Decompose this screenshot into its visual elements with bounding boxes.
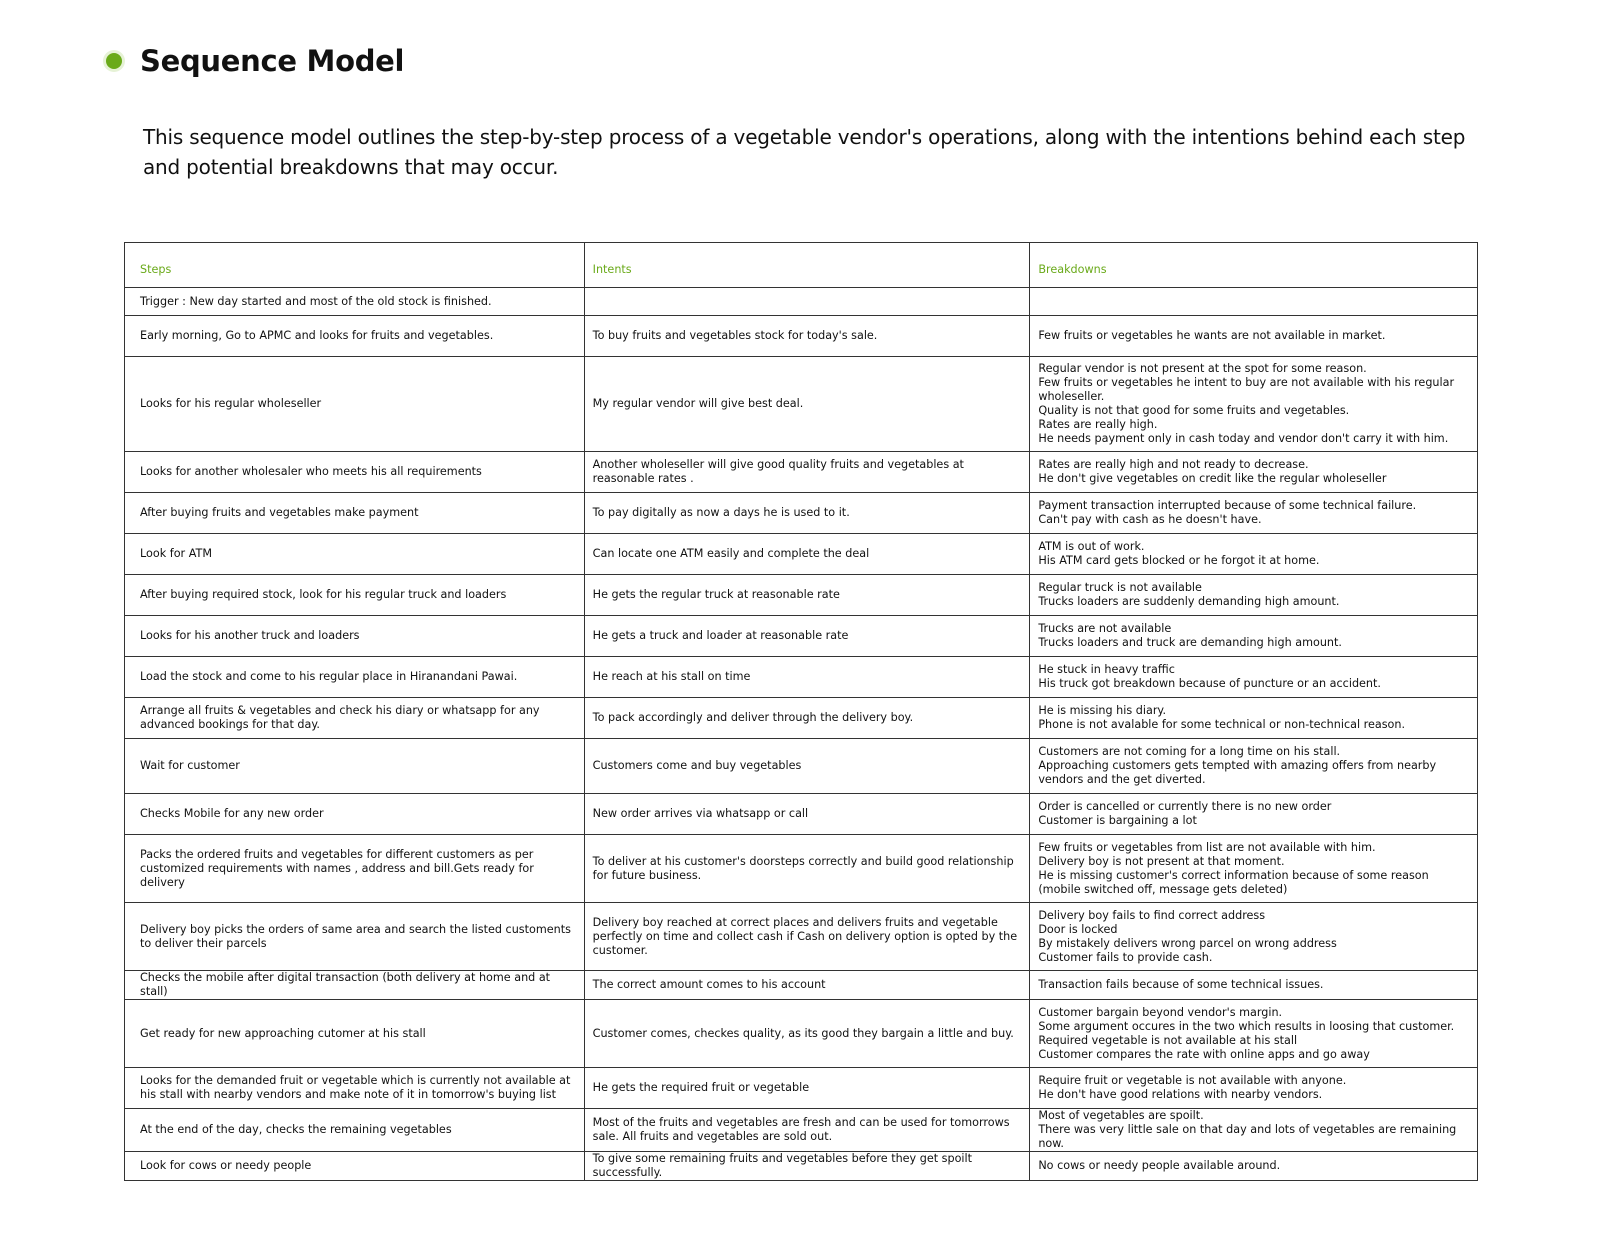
sequence-table bbox=[124, 242, 1478, 1181]
step-cell: Checks Mobile for any new order bbox=[125, 794, 585, 835]
breakdown-item: No cows or needy people available around. bbox=[1038, 1159, 1281, 1172]
breakdowns-cell bbox=[1030, 698, 1478, 739]
step-cell: Packs the ordered fruits and vegetables for different customers as per customized requirements with names , address and bill.Gets ready for delivery bbox=[125, 835, 585, 903]
step-cell: Checks the mobile after digital transaction (both delivery at home and at stall) bbox=[125, 971, 585, 1000]
breakdown-item: Few fruits or vegetables he intent to buy are not available with his regular wholeseller. bbox=[1038, 376, 1455, 403]
step-cell: Arrange all fruits & vegetables and check his diary or whatsapp for any advanced bookings for that day. bbox=[125, 698, 585, 739]
intent-cell: My regular vendor will give best deal. bbox=[584, 357, 1030, 452]
intent-cell: To pay digitally as now a days he is used to it. bbox=[584, 493, 1030, 534]
table-row bbox=[125, 1109, 1478, 1152]
breakdown-item: He is missing his diary. bbox=[1038, 704, 1167, 717]
step-cell: Look for cows or needy people bbox=[125, 1152, 585, 1181]
breakdown-item: He needs payment only in cash today and vendor don't carry it with him. bbox=[1038, 432, 1449, 445]
table-row bbox=[125, 739, 1478, 794]
breakdown-item: Some argument occures in the two which results in loosing that customer. bbox=[1038, 1019, 1455, 1033]
breakdown-item: His ATM card gets blocked or he forgot it at home. bbox=[1038, 554, 1320, 567]
intent-cell: Can locate one ATM easily and complete the deal bbox=[584, 534, 1030, 575]
step-cell: After buying fruits and vegetables make payment bbox=[125, 493, 585, 534]
breakdown-item: Rates are really high. bbox=[1038, 418, 1158, 431]
breakdown-item: Customer bargain beyond vendor's margin. bbox=[1038, 1005, 1283, 1019]
breakdown-item: Transaction fails because of some technical issues. bbox=[1038, 978, 1324, 991]
breakdown-item: Require fruit or vegetable is not available with anyone. bbox=[1038, 1074, 1347, 1087]
intent-cell: Most of the fruits and vegetables are fresh and can be used for tomorrows sale. All fruits and vegetables are sold out. bbox=[584, 1109, 1030, 1152]
breakdowns-cell bbox=[1030, 1152, 1478, 1181]
breakdown-item: Customers are not coming for a long time on his stall. bbox=[1038, 745, 1341, 758]
step-cell: Look for ATM bbox=[125, 534, 585, 575]
breakdown-item: Regular truck is not available bbox=[1038, 581, 1202, 594]
intent-cell: To give some remaining fruits and vegetables before they get spoilt successfully. bbox=[584, 1152, 1030, 1181]
step-cell: At the end of the day, checks the remaining vegetables bbox=[125, 1109, 585, 1152]
breakdowns-cell bbox=[1030, 835, 1478, 903]
intent-cell: To deliver at his customer's doorsteps correctly and build good relationship for future business. bbox=[584, 835, 1030, 903]
intent-cell: Customers come and buy vegetables bbox=[584, 739, 1030, 794]
breakdown-item: Trucks loaders are suddenly demanding high amount. bbox=[1038, 595, 1340, 608]
breakdown-item: Rates are really high and not ready to decrease. bbox=[1038, 458, 1309, 471]
step-cell: Trigger : New day started and most of the old stock is finished. bbox=[125, 288, 585, 316]
table-row bbox=[125, 1152, 1478, 1181]
step-cell: Delivery boy picks the orders of same area and search the listed customents to deliver their parcels bbox=[125, 903, 585, 971]
breakdowns-cell bbox=[1030, 1109, 1478, 1152]
breakdown-item: Delivery boy is not present at that moment. bbox=[1038, 854, 1285, 868]
table-row bbox=[125, 698, 1478, 739]
page-header bbox=[106, 44, 404, 78]
breakdown-item: He is missing customer's correct information because of some reason (mobile switched off, message gets deleted) bbox=[1038, 868, 1429, 896]
breakdowns-cell bbox=[1030, 1068, 1478, 1109]
intent-cell bbox=[584, 288, 1030, 316]
breakdown-item: Door is locked bbox=[1038, 922, 1118, 936]
breakdowns-cell bbox=[1030, 452, 1478, 493]
table-row bbox=[125, 575, 1478, 616]
breakdowns-cell bbox=[1030, 493, 1478, 534]
intent-cell: Another wholeseller will give good quality fruits and vegetables at reasonable rates . bbox=[584, 452, 1030, 493]
intent-cell: New order arrives via whatsapp or call bbox=[584, 794, 1030, 835]
header-breakdowns: Breakdowns bbox=[1030, 243, 1478, 288]
breakdowns-cell bbox=[1030, 903, 1478, 971]
breakdowns-cell bbox=[1030, 616, 1478, 657]
intent-cell: He gets a truck and loader at reasonable rate bbox=[584, 616, 1030, 657]
breakdown-item: Can't pay with cash as he doesn't have. bbox=[1038, 513, 1262, 526]
breakdown-item: By mistakely delivers wrong parcel on wrong address bbox=[1038, 936, 1337, 950]
step-cell: Load the stock and come to his regular place in Hiranandani Pawai. bbox=[125, 657, 585, 698]
table-row bbox=[125, 316, 1478, 357]
breakdown-item: Required vegetable is not available at his stall bbox=[1038, 1033, 1298, 1047]
intent-cell: Delivery boy reached at correct places and delivers fruits and vegetable perfectly on time and collect cash if Cash on delivery option is opted by the customer. bbox=[584, 903, 1030, 971]
table-row bbox=[125, 288, 1478, 316]
breakdown-item: His truck got breakdown because of puncture or an accident. bbox=[1038, 677, 1381, 690]
breakdown-item: Approaching customers gets tempted with amazing offers from nearby vendors and the get diverted. bbox=[1038, 759, 1437, 786]
table-row bbox=[125, 971, 1478, 1000]
step-cell: Wait for customer bbox=[125, 739, 585, 794]
header-intents: Intents bbox=[584, 243, 1030, 288]
step-cell: Looks for his another truck and loaders bbox=[125, 616, 585, 657]
table-row bbox=[125, 493, 1478, 534]
table-header-row bbox=[125, 243, 1478, 288]
table-row bbox=[125, 616, 1478, 657]
bullet-dot-icon bbox=[106, 53, 122, 69]
breakdown-item: He don't have good relations with nearby vendors. bbox=[1038, 1088, 1323, 1101]
table-body bbox=[125, 288, 1478, 1181]
step-cell: Looks for his regular wholeseller bbox=[125, 357, 585, 452]
breakdown-item: Trucks loaders and truck are demanding high amount. bbox=[1038, 636, 1342, 649]
breakdown-item: Trucks are not available bbox=[1038, 622, 1172, 635]
page-description: This sequence model outlines the step-by-step process of a vegetable vendor's operations, along with the intentions behind each step and potential breakdowns that may occur. bbox=[143, 125, 1466, 179]
intent-cell: He gets the required fruit or vegetable bbox=[584, 1068, 1030, 1109]
table-row bbox=[125, 657, 1478, 698]
breakdown-item: Few fruits or vegetables from list are not available with him. bbox=[1038, 840, 1376, 854]
breakdowns-cell bbox=[1030, 357, 1478, 452]
table-row bbox=[125, 452, 1478, 493]
breakdown-item: Most of vegetables are spoilt. bbox=[1038, 1109, 1204, 1122]
breakdown-item: Order is cancelled or currently there is no new order bbox=[1038, 800, 1332, 813]
table-row bbox=[125, 1000, 1478, 1068]
breakdown-item: Payment transaction interrupted because of some technical failure. bbox=[1038, 499, 1417, 512]
intent-cell: The correct amount comes to his account bbox=[584, 971, 1030, 1000]
breakdown-item: He don't give vegetables on credit like the regular wholeseller bbox=[1038, 472, 1387, 485]
intent-cell: To pack accordingly and deliver through the delivery boy. bbox=[584, 698, 1030, 739]
breakdowns-cell bbox=[1030, 316, 1478, 357]
step-cell: After buying required stock, look for his regular truck and loaders bbox=[125, 575, 585, 616]
breakdown-item: Customer is bargaining a lot bbox=[1038, 814, 1197, 827]
breakdown-item: There was very little sale on that day and lots of vegetables are remaining now. bbox=[1038, 1123, 1457, 1150]
breakdown-item: Quality is not that good for some fruits and vegetables. bbox=[1038, 404, 1350, 417]
breakdowns-cell bbox=[1030, 575, 1478, 616]
breakdowns-cell bbox=[1030, 1000, 1478, 1068]
breakdown-item: Regular vendor is not present at the spot for some reason. bbox=[1038, 362, 1367, 375]
intent-cell: Customer comes, checkes quality, as its good they bargain a little and buy. bbox=[584, 1000, 1030, 1068]
breakdowns-cell bbox=[1030, 971, 1478, 1000]
table-row bbox=[125, 903, 1478, 971]
table-row bbox=[125, 357, 1478, 452]
breakdown-item: Phone is not avalable for some technical or non-technical reason. bbox=[1038, 718, 1406, 731]
table-row bbox=[125, 1068, 1478, 1109]
breakdown-item: Delivery boy fails to find correct address bbox=[1038, 908, 1266, 922]
breakdown-item: He stuck in heavy traffic bbox=[1038, 663, 1175, 676]
breakdowns-cell bbox=[1030, 534, 1478, 575]
intent-cell: He reach at his stall on time bbox=[584, 657, 1030, 698]
intent-cell: To buy fruits and vegetables stock for today's sale. bbox=[584, 316, 1030, 357]
table-row bbox=[125, 534, 1478, 575]
breakdowns-cell bbox=[1030, 657, 1478, 698]
breakdowns-cell bbox=[1030, 288, 1478, 316]
table-row bbox=[125, 835, 1478, 903]
step-cell: Looks for another wholesaler who meets his all requirements bbox=[125, 452, 585, 493]
table-row bbox=[125, 794, 1478, 835]
breakdowns-cell bbox=[1030, 794, 1478, 835]
page-title: Sequence Model bbox=[140, 44, 405, 78]
step-cell: Looks for the demanded fruit or vegetable which is currently not available at his stall with nearby vendors and make note of it in tomorrow's buying list bbox=[125, 1068, 585, 1109]
header-steps: Steps bbox=[125, 243, 585, 288]
breakdown-item: Few fruits or vegetables he wants are not available in market. bbox=[1038, 329, 1386, 342]
step-cell: Early morning, Go to APMC and looks for fruits and vegetables. bbox=[125, 316, 585, 357]
breakdown-item: Customer fails to provide cash. bbox=[1038, 950, 1213, 964]
step-cell: Get ready for new approaching cutomer at his stall bbox=[125, 1000, 585, 1068]
breakdown-item: ATM is out of work. bbox=[1038, 540, 1145, 553]
intent-cell: He gets the regular truck at reasonable rate bbox=[584, 575, 1030, 616]
breakdowns-cell bbox=[1030, 739, 1478, 794]
breakdown-item: Customer compares the rate with online apps and go away bbox=[1038, 1047, 1370, 1061]
